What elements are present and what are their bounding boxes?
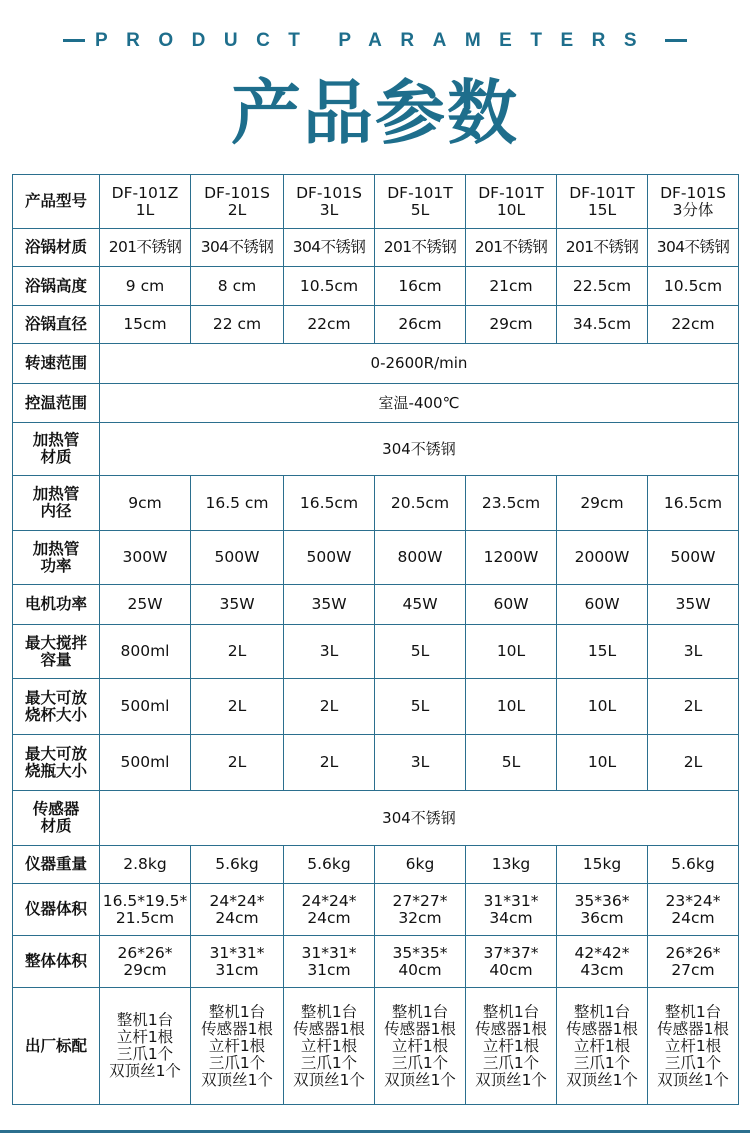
cell-line: 27*27* — [392, 891, 448, 910]
cell-line: 仪器体积 — [24, 900, 87, 918]
parameters-table-container — [12, 174, 738, 1105]
cell-line: 浴锅直径 — [24, 315, 87, 333]
cell-line: 三爪1个 — [664, 1053, 722, 1072]
value-cell — [466, 988, 557, 1105]
table-row — [13, 306, 739, 344]
cell-line: 传感器1根 — [384, 1019, 456, 1038]
value-cell: 500W — [648, 531, 739, 585]
cell-line: 立杆1根 — [300, 1036, 358, 1055]
row-label — [13, 936, 100, 988]
value-cell — [466, 884, 557, 936]
cell-line: 5L — [410, 200, 430, 219]
row-label — [13, 735, 100, 791]
value-cell: 2L — [191, 679, 284, 735]
row-label — [13, 306, 100, 344]
model-cell — [557, 175, 648, 229]
value-cell: 15L — [557, 625, 648, 679]
value-cell: 2L — [191, 625, 284, 679]
cell-line: 仪器重量 — [24, 855, 87, 873]
value-cell: 800ml — [100, 625, 191, 679]
value-cell: 3L — [375, 735, 466, 791]
value-cell: 10L — [466, 679, 557, 735]
cell-line: 材质 — [40, 448, 72, 466]
value-cell: 2L — [191, 735, 284, 791]
value-cell: 13kg — [466, 846, 557, 884]
model-cell — [191, 175, 284, 229]
cell-line: 浴锅高度 — [24, 276, 87, 295]
subtitle-eyebrow — [0, 30, 750, 52]
cell-line: 转速范围 — [24, 354, 87, 372]
table-row — [13, 625, 739, 679]
eyebrow-text — [95, 30, 655, 51]
cell-line: 31cm — [215, 960, 259, 979]
value-cell: 304不锈钢 — [284, 229, 375, 267]
cell-line: 双顶丝1个 — [384, 1070, 456, 1089]
cell-line: 三爪1个 — [573, 1053, 631, 1072]
table-row — [13, 884, 739, 936]
cell-line: 传感器1根 — [293, 1019, 365, 1038]
value-cell: 201不锈钢 — [375, 229, 466, 267]
eyebrow-word: PARAMETERS — [338, 30, 656, 51]
value-cell: 304不锈钢 — [191, 229, 284, 267]
value-cell — [284, 988, 375, 1105]
cell-line: 24cm — [215, 908, 259, 927]
cell-line: DF-101T — [569, 183, 635, 202]
value-cell — [191, 988, 284, 1105]
merged-value-cell: 304不锈钢 — [100, 791, 739, 846]
cell-line: 40cm — [489, 960, 533, 979]
value-cell: 5L — [375, 625, 466, 679]
value-cell: 20.5cm — [375, 476, 466, 531]
value-cell: 5L — [466, 735, 557, 791]
cell-line: 23*24* — [665, 891, 721, 910]
cell-line: 最大可放 — [24, 688, 87, 707]
value-cell: 16.5cm — [284, 476, 375, 531]
table-row — [13, 476, 739, 531]
value-cell: 21cm — [466, 267, 557, 306]
cell-line: 内径 — [40, 502, 72, 520]
table-row — [13, 679, 739, 735]
row-label — [13, 476, 100, 531]
cell-line: 15L — [587, 200, 617, 219]
value-cell: 500W — [191, 531, 284, 585]
cell-line: 最大可放 — [24, 744, 87, 763]
value-cell — [100, 884, 191, 936]
cell-line: 35*36* — [574, 891, 630, 910]
row-label — [13, 384, 100, 423]
table-row-model — [13, 175, 739, 229]
cell-line: 三爪1个 — [116, 1045, 174, 1063]
cell-line: 1L — [135, 200, 155, 219]
cell-line: 整机1台 — [573, 1002, 631, 1021]
cell-line: 27cm — [671, 960, 715, 979]
cell-line: 立杆1根 — [573, 1036, 631, 1055]
cell-line: 传感器1根 — [201, 1019, 273, 1038]
cell-line: 26*26* — [665, 943, 721, 962]
value-cell — [557, 988, 648, 1105]
value-cell: 60W — [466, 585, 557, 625]
cell-line: 43cm — [580, 960, 624, 979]
cell-line: 29cm — [123, 960, 167, 979]
table-row — [13, 229, 739, 267]
eyebrow-dash-right — [665, 39, 687, 42]
cell-line: 立杆1根 — [116, 1028, 174, 1046]
value-cell: 10L — [466, 625, 557, 679]
value-cell — [375, 988, 466, 1105]
table-row — [13, 585, 739, 625]
value-cell: 45W — [375, 585, 466, 625]
value-cell: 304不锈钢 — [648, 229, 739, 267]
model-cell — [466, 175, 557, 229]
cell-line: 双顶丝1个 — [475, 1070, 547, 1089]
cell-line: 三爪1个 — [391, 1053, 449, 1072]
cell-line: 立杆1根 — [664, 1036, 722, 1055]
value-cell: 5.6kg — [284, 846, 375, 884]
value-cell: 3L — [648, 625, 739, 679]
cell-line: 功率 — [40, 556, 72, 575]
cell-line: 10L — [496, 200, 526, 219]
value-cell: 5L — [375, 679, 466, 735]
value-cell: 2L — [284, 679, 375, 735]
cell-line: DF-101Z — [111, 183, 179, 202]
value-cell — [191, 936, 284, 988]
value-cell — [648, 884, 739, 936]
cell-line: 烧瓶大小 — [24, 761, 87, 780]
cell-line: 整机1台 — [482, 1002, 540, 1021]
value-cell — [100, 988, 191, 1105]
value-cell — [284, 884, 375, 936]
value-cell: 16.5 cm — [191, 476, 284, 531]
value-cell: 201不锈钢 — [466, 229, 557, 267]
value-cell: 16cm — [375, 267, 466, 306]
value-cell — [557, 936, 648, 988]
value-cell — [375, 936, 466, 988]
cell-line: 立杆1根 — [391, 1036, 449, 1055]
cell-line: 加热管 — [32, 539, 80, 558]
value-cell — [284, 936, 375, 988]
cell-line: 立杆1根 — [482, 1036, 540, 1055]
value-cell: 500ml — [100, 735, 191, 791]
row-label — [13, 344, 100, 384]
value-cell — [375, 884, 466, 936]
row-label — [13, 988, 100, 1105]
cell-line: 双顶丝1个 — [201, 1070, 273, 1089]
cell-line: 双顶丝1个 — [293, 1070, 365, 1089]
page-title: 产品参数 — [231, 72, 519, 154]
eyebrow-dash-left — [63, 39, 85, 42]
row-label — [13, 679, 100, 735]
model-cell — [375, 175, 466, 229]
cell-line: 整机1台 — [116, 1011, 174, 1029]
cell-line: 21.5cm — [115, 908, 175, 927]
value-cell: 2L — [648, 735, 739, 791]
table-row — [13, 267, 739, 306]
value-cell: 22 cm — [191, 306, 284, 344]
cell-line: 整机1台 — [664, 1002, 722, 1021]
cell-line: 2L — [227, 200, 247, 219]
cell-line: 控温范围 — [24, 393, 87, 412]
value-cell: 22cm — [284, 306, 375, 344]
value-cell: 22.5cm — [557, 267, 648, 306]
cell-line: 传感器1根 — [657, 1019, 729, 1038]
value-cell: 2L — [284, 735, 375, 791]
value-cell: 300W — [100, 531, 191, 585]
bottom-divider — [0, 1130, 750, 1133]
value-cell: 35W — [648, 585, 739, 625]
cell-line: 31cm — [307, 960, 351, 979]
cell-line: DF-101T — [387, 183, 453, 202]
cell-line: 双顶丝1个 — [109, 1062, 181, 1080]
value-cell: 201不锈钢 — [557, 229, 648, 267]
value-cell: 8 cm — [191, 267, 284, 306]
value-cell: 35W — [191, 585, 284, 625]
merged-value-cell: 室温-400℃ — [100, 384, 739, 423]
table-row — [13, 344, 739, 384]
value-cell: 2.8kg — [100, 846, 191, 884]
row-label — [13, 267, 100, 306]
value-cell: 25W — [100, 585, 191, 625]
value-cell — [100, 936, 191, 988]
cell-line: 3分体 — [672, 200, 714, 219]
cell-line: 24*24* — [209, 891, 265, 910]
cell-line: 最大搅拌 — [24, 633, 87, 652]
value-cell: 26cm — [375, 306, 466, 344]
cell-line: 36cm — [580, 908, 624, 927]
cell-line: 32cm — [398, 908, 442, 927]
row-label — [13, 791, 100, 846]
cell-line: 电机功率 — [24, 595, 87, 613]
cell-line: 材质 — [40, 817, 72, 835]
page-header — [0, 0, 750, 170]
parameters-table — [12, 174, 739, 1105]
cell-line: 24cm — [307, 908, 351, 927]
value-cell — [557, 884, 648, 936]
table-row — [13, 846, 739, 884]
merged-value-cell: 0-2600R/min — [100, 344, 739, 384]
value-cell: 800W — [375, 531, 466, 585]
cell-line: 26*26* — [117, 943, 173, 962]
value-cell: 23.5cm — [466, 476, 557, 531]
cell-line: DF-101T — [478, 183, 544, 202]
value-cell — [648, 988, 739, 1105]
cell-line: DF-101S — [204, 183, 270, 202]
cell-line: 传感器1根 — [475, 1019, 547, 1038]
row-label — [13, 229, 100, 267]
value-cell: 10L — [557, 735, 648, 791]
value-cell: 16.5cm — [648, 476, 739, 531]
row-label — [13, 531, 100, 585]
cell-line: 传感器1根 — [566, 1019, 638, 1038]
value-cell: 34.5cm — [557, 306, 648, 344]
value-cell: 500ml — [100, 679, 191, 735]
value-cell: 500W — [284, 531, 375, 585]
value-cell: 9cm — [100, 476, 191, 531]
cell-line: 31*31* — [301, 943, 357, 962]
value-cell: 9 cm — [100, 267, 191, 306]
cell-line: 出厂标配 — [24, 1036, 87, 1055]
value-cell: 29cm — [557, 476, 648, 531]
cell-line: 31*31* — [209, 943, 265, 962]
value-cell: 2000W — [557, 531, 648, 585]
cell-line: 34cm — [489, 908, 533, 927]
table-row — [13, 936, 739, 988]
value-cell: 2L — [648, 679, 739, 735]
value-cell: 5.6kg — [191, 846, 284, 884]
cell-line: 16.5*19.5* — [102, 891, 188, 910]
cell-line: 三爪1个 — [482, 1053, 540, 1072]
cell-line: 40cm — [398, 960, 442, 979]
cell-line: 35*35* — [392, 943, 448, 962]
row-label — [13, 846, 100, 884]
value-cell: 60W — [557, 585, 648, 625]
value-cell — [466, 936, 557, 988]
value-cell: 35W — [284, 585, 375, 625]
value-cell: 6kg — [375, 846, 466, 884]
row-label: 产品型号 — [13, 175, 100, 229]
cell-line: 加热管 — [32, 431, 80, 449]
cell-line: 容量 — [40, 650, 72, 669]
cell-line: 整机1台 — [391, 1002, 449, 1021]
eyebrow-word: PRODUCT — [94, 30, 319, 51]
cell-line: 三爪1个 — [208, 1053, 266, 1072]
cell-line: 整体体积 — [24, 952, 87, 970]
cell-line: 31*31* — [483, 891, 539, 910]
cell-line: 整机1台 — [208, 1002, 266, 1021]
value-cell: 1200W — [466, 531, 557, 585]
value-cell: 201不锈钢 — [100, 229, 191, 267]
table-row — [13, 988, 739, 1105]
cell-line: 42*42* — [574, 943, 630, 962]
value-cell: 22cm — [648, 306, 739, 344]
cell-line: 烧杯大小 — [24, 705, 87, 724]
value-cell: 29cm — [466, 306, 557, 344]
cell-line: 3L — [319, 200, 339, 219]
cell-line: 整机1台 — [300, 1002, 358, 1021]
row-label — [13, 625, 100, 679]
value-cell: 10.5cm — [284, 267, 375, 306]
cell-line: 立杆1根 — [208, 1036, 266, 1055]
cell-line: 双顶丝1个 — [657, 1070, 729, 1089]
table-row — [13, 791, 739, 846]
table-row — [13, 531, 739, 585]
value-cell — [648, 936, 739, 988]
model-cell — [284, 175, 375, 229]
row-label — [13, 585, 100, 625]
value-cell: 5.6kg — [648, 846, 739, 884]
table-row — [13, 384, 739, 423]
value-cell: 15cm — [100, 306, 191, 344]
value-cell — [191, 884, 284, 936]
value-cell: 10L — [557, 679, 648, 735]
cell-line: DF-101S — [660, 183, 726, 202]
value-cell: 15kg — [557, 846, 648, 884]
cell-line: 双顶丝1个 — [566, 1070, 638, 1089]
row-label — [13, 884, 100, 936]
row-label — [13, 423, 100, 476]
table-row — [13, 423, 739, 476]
cell-line: 37*37* — [483, 943, 539, 962]
table-row — [13, 735, 739, 791]
cell-line: 加热管 — [32, 485, 80, 503]
cell-line: 传感器 — [32, 800, 80, 818]
cell-line: 三爪1个 — [300, 1053, 358, 1072]
model-cell — [648, 175, 739, 229]
cell-line: 浴锅材质 — [24, 238, 87, 256]
cell-line: 24*24* — [301, 891, 357, 910]
cell-line: DF-101S — [296, 183, 362, 202]
value-cell: 3L — [284, 625, 375, 679]
cell-line: 24cm — [671, 908, 715, 927]
merged-value-cell: 304不锈钢 — [100, 423, 739, 476]
model-cell — [100, 175, 191, 229]
value-cell: 10.5cm — [648, 267, 739, 306]
